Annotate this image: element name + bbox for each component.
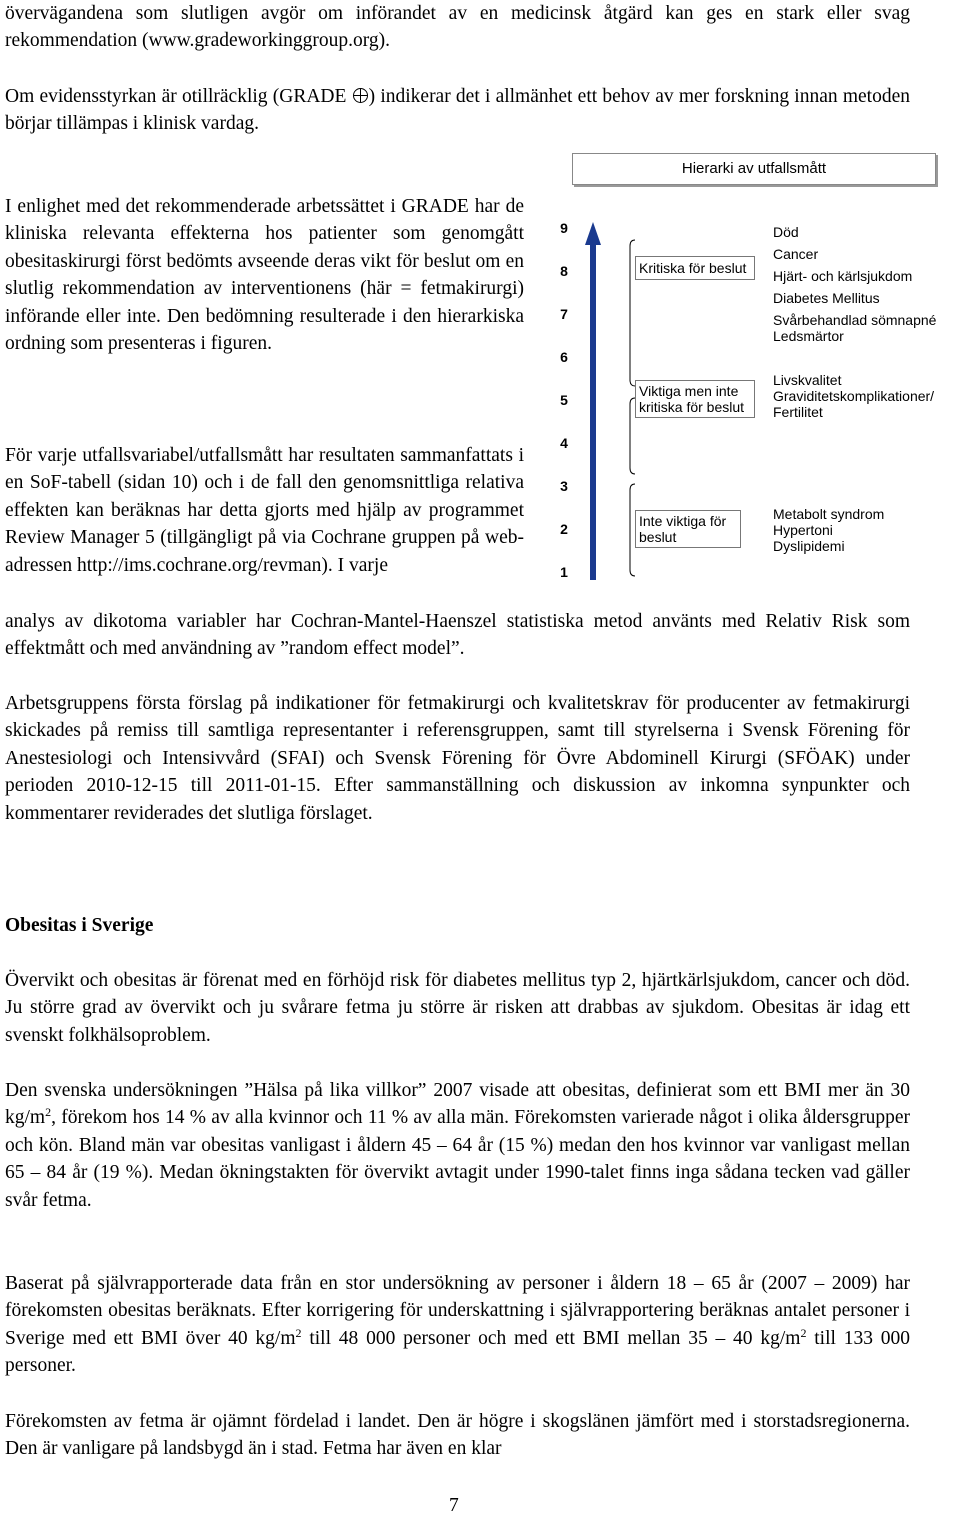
group-label: Inte viktiga för beslut (639, 513, 727, 545)
paragraph-referral: Arbetsgruppens första förslag på indikationer för fetmakirurgi och kvalitetskrav för producenter av fetmakirurgi skickades på remiss till samtliga representanter i referensgruppen, samt till styrelserna i Svensk Förening för Anestesiologi och Intensivvård (SFAI) och Svensk Förening för Övre Abdominell Kirurgi (SFÖAK) under perioden 2010-12-15 till 2011-01-15. Efter sammanställning och diskussion av inkomna synpunkter och kommentarer reviderades det slutliga förslaget. (5, 693, 910, 824)
paragraph-text: till 48 000 personer och med ett BMI mellan 35 – 40 kg/m (301, 1327, 801, 1349)
paragraph-grade-method: I enlighet med det rekommenderade arbetssättet i GRADE har de kliniska relevanta effekterna hos patienter som genomgått obesitaskirurgi först bedömts avseende deras vikt för beslut om en slutlig rekommendation av interventionens (här = fetmakirurgi) införande eller inte. Den bedömning resulterade i den hierarkiska ordning som presenteras i figuren. (5, 196, 524, 355)
outcome-item: Dyslipidemi (773, 538, 845, 554)
outcome-item: Diabetes Mellitus (773, 290, 880, 306)
paragraph-text: Baserat på självrapporterade data från en stor undersökning av personer i åldern 18 – 65 år (2007 – 2009) har förekomsten obesitas beräknats. Efter korrigering för underskattning i självrapportering beräknas antalet personer i Sverige med ett BMI över 40 kg/m (5, 1273, 910, 1349)
paragraph-text: , förekom hos 14 % av alla kvinnor och 11 % av alla män. Förekomsten varierade något i olika åldersgrupper och kön. Bland män var obesitas vanligast i åldern 45 – 64 år (15 %) medan den hos kvinnor var vanligast mellan 65 – 84 år (19 %). Medan ökningstakten för övervikt avtagit under 1990-talet finns inga sådana tecken vad gäller svår fetma. (5, 1107, 910, 1211)
group-label: Kritiska för beslut (639, 260, 747, 276)
scale-label: 4 (560, 435, 568, 451)
paragraph-grade-recommendation: övervägandena som slutligen avgör om införandet av en medicinsk åtgärd kan ges en stark eller svag rekommendation (www.gradeworkinggroup.org). (5, 3, 910, 52)
outcome-hierarchy-figure (540, 150, 960, 590)
outcome-item: Död (773, 224, 799, 240)
arrow-head (585, 222, 601, 245)
scale-label: 9 (560, 220, 568, 236)
scale-label: 2 (560, 521, 568, 537)
paragraph-text: till 133 000 personer. (5, 1327, 911, 1377)
scale-label: 6 (560, 349, 568, 365)
paragraph-sof-table-continued: analys av dikotoma variabler har Cochran-Mantel-Haenszel statistiska metod använts med Relativ Risk som effektmått och med användning av ”random effect model”. (5, 611, 910, 660)
paragraph-evidence-insufficient (5, 83, 910, 138)
hierarchy-arrow-graphic (540, 150, 960, 590)
section-heading: Obesitas i Sverige (5, 915, 154, 936)
scale-label: 3 (560, 478, 568, 494)
outcome-item: Svårbehandlad sömnapné (773, 312, 937, 328)
paragraph-self-reported (5, 1270, 910, 1380)
outcome-item: Metabolt syndrom (773, 506, 885, 522)
superscript: 2 (45, 1105, 52, 1120)
scale-label: 7 (560, 306, 568, 322)
outcome-item: Cancer (773, 246, 819, 262)
paragraph-sof-table: För varje utfallsvariabel/utfallsmått har resultaten sammanfattats i en SoF-tabell (sidan 10) och i de fall den genomsnittliga relativa effekten kan beräknas har detta gjorts med hjälp av programmet Review Manager 5 (tillgängligt på via Cochrane gruppen på web-adressen http://ims.cochrane.org/revman). I varje (5, 445, 524, 576)
scale-label: 1 (560, 564, 568, 580)
superscript: 2 (295, 1325, 302, 1340)
outcome-item: Hypertoni (773, 522, 833, 538)
group-label: Viktiga men inte kritiska för beslut (639, 383, 745, 415)
paragraph-overweight: Övervikt och obesitas är förenat med en förhöjd risk för diabetes mellitus typ 2, hjärtkärlsjukdom, cancer och död. Ju större grad av övervikt och ju svårare fetma ju större är risken att drabbas av sjukdom. Obesitas är idag ett svenskt folkhälsoproblem. (5, 970, 910, 1046)
outcome-item: Livskvalitet (773, 372, 842, 388)
group-box-important (635, 380, 755, 418)
paragraph-distribution: Förekomsten av fetma är ojämnt fördelad i landet. Den är högre i skogslänen jämfört med i storstadsregionerna. Den är vanligare på landsbygd än i stad. Fetma har även en klar (5, 1411, 910, 1460)
page-number: 7 (449, 1495, 459, 1516)
outcome-item: Graviditetskomplikationer/ Fertilitet (773, 388, 935, 420)
arrow-shaft (590, 245, 596, 580)
paragraph-survey (5, 1077, 910, 1214)
circled-plus-icon (353, 88, 368, 103)
scale-label: 8 (560, 263, 568, 279)
paragraph-text: Den svenska undersökningen ”Hälsa på lika villkor” 2007 visade att obesitas, definierat som ett BMI mer än 30 kg/m (5, 1080, 910, 1129)
superscript: 2 (800, 1325, 807, 1340)
figure-title: Hierarki av utfallsmått (681, 160, 827, 177)
scale-label: 5 (560, 392, 568, 408)
paragraph-text: Om evidensstyrkan är otillräcklig (GRADE (5, 86, 352, 107)
paragraph-text: ) indikerar det i allmänhet ett behov av mer forskning innan metoden börjar tillämpas i klinisk vardag. (5, 86, 910, 135)
group-box-not-important (635, 510, 741, 548)
outcome-item: Ledsmärtor (773, 328, 844, 344)
group-box-critical (635, 256, 755, 280)
outcome-item: Hjärt- och kärlsjukdom (773, 268, 913, 284)
